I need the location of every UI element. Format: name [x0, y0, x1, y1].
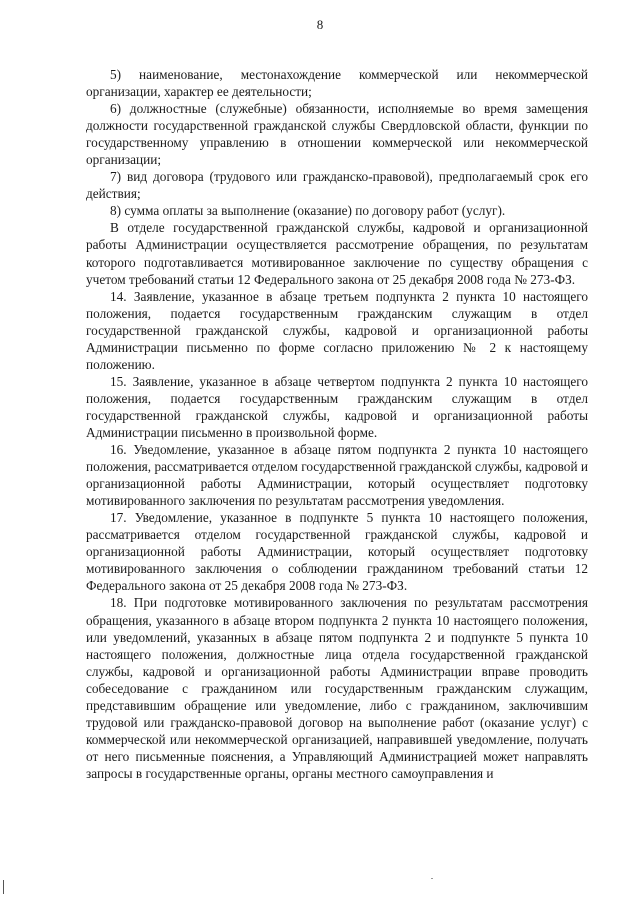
paragraph-item-6: 6) должностные (служебные) обязанности, исполняемые во время замещения должности государственной гражданской службы Свердловской области, функции по государственному управлению в отношении коммерческой или некоммерческой организации; — [86, 101, 588, 168]
scan-margin-mark — [3, 880, 4, 894]
paragraph-15: 15. Заявление, указанное в абзаце четвертом подпункта 2 пункта 10 настоящего положения, подается государственным гражданским служащим в отдел государственной гражданской службы, кадровой и организационной работы Администрации письменно в произвольной форме. — [86, 373, 588, 440]
paragraph-item-7: 7) вид договора (трудового или гражданско-правовой), предполагаемый срок его действия; — [86, 169, 588, 202]
paragraph-14: 14. Заявление, указанное в абзаце третьем подпункта 2 пункта 10 настоящего положения, подается государственным гражданским служащим в отдел государственной гражданской службы, кадровой и организационной работы Администрации письменно по форме согласно приложению № 2 к настоящему положению. — [86, 288, 588, 372]
document-body — [86, 66, 588, 782]
paragraph-16: 16. Уведомление, указанное в абзаце пятом подпункта 2 пункта 10 настоящего положения, рассматривается отделом государственной гражданской службы, кадровой и организационной работы Администрации, который осуществляет подготовку мотивированного заключения по результатам рассмотрения уведомления. — [86, 442, 589, 509]
paragraph-17: 17. Уведомление, указанное в подпункте 5 пункта 10 настоящего положения, рассматривается отделом государственной гражданской службы, кадровой и организационной работы Администрации, который осуществляет подготовку мотивированного заключения о соблюдении гражданином требований статьи 12 Федерального закона от 25 декабря 2008 года № 273-ФЗ. — [86, 510, 588, 594]
page-number: 8 — [316, 17, 324, 32]
paragraph-review-procedure: В отделе государственной гражданской службы, кадровой и организационной работы Администрации осуществляется рассмотрение обращения, по результатам которого подготавливается мотивированное заключение по существу обращения с учетом требований статьи 12 Федерального закона от 25 декабря 2008 года № 273-ФЗ. — [86, 220, 588, 287]
paragraph-18: 18. При подготовке мотивированного заключения по результатам рассмотрения обращения, указанного в абзаце втором подпункта 2 пункта 10 настоящего положения, или уведомлений, указанных в абзаце пятом подпункта 2 и подпункте 5 пункта 10 настоящего положения, должностные лица отдела государственной гражданской службы, кадровой и организационной работы Администрации вправе проводить собеседование с гражданином или государственным гражданским служащим, представившим обращение или уведомление, либо с гражданином, заключившим трудовой или гражданско-правовой договор на выполнение работ (оказание услуг) с коммерческой или некоммерческой организацией, направившей уведомление, получать от него письменные пояснения, а Управляющий Администрацией может направлять запросы в государственные органы, органы местного самоуправления и — [86, 595, 588, 781]
paragraph-item-8: 8) сумма оплаты за выполнение (оказание) по договору работ (услуг). — [110, 203, 506, 219]
scan-speck — [431, 878, 433, 879]
paragraph-item-5: 5) наименование, местонахождение коммерческой или некоммерческой организации, характер ее деятельности; — [86, 67, 588, 100]
